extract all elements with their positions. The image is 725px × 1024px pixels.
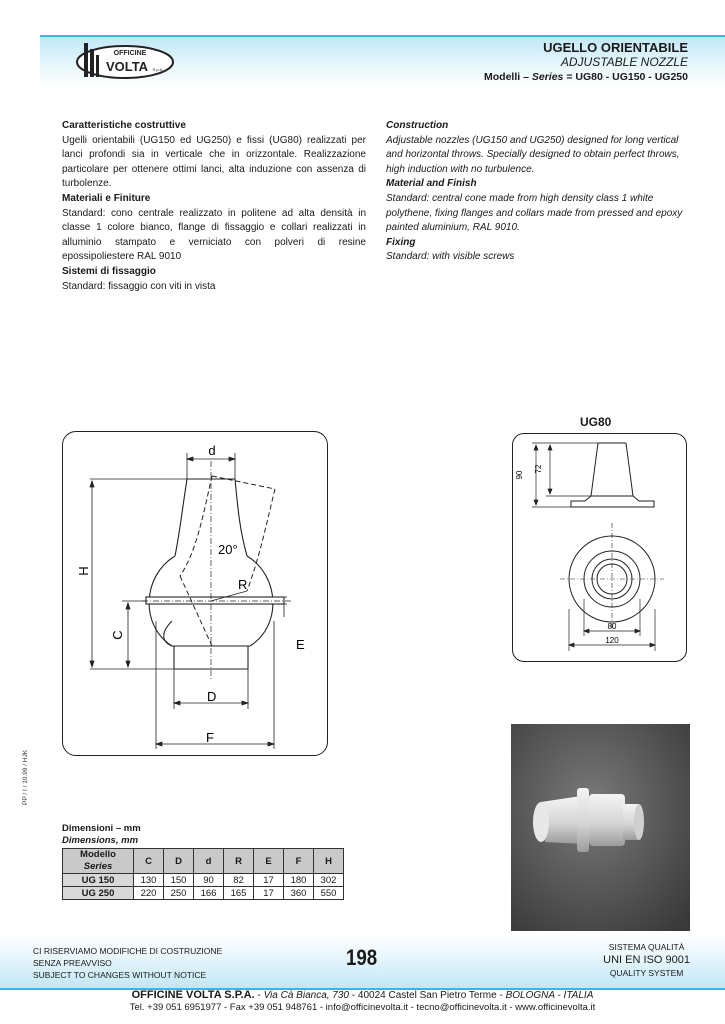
cell-e: 17 (254, 887, 284, 900)
street: Via Cà Bianca, 730 (263, 990, 349, 1001)
dim-label-f: F (206, 730, 214, 745)
province: BOLOGNA - ITALIA (505, 990, 594, 1001)
cell-c: 130 (134, 874, 164, 887)
header-d: D (164, 849, 194, 874)
ug80-drawing (512, 433, 687, 662)
dimensions-table (62, 848, 344, 900)
dim-label-big-d: D (207, 689, 217, 704)
header-e: E (254, 849, 284, 874)
quality-system (603, 941, 690, 979)
row-model: UG 150 (63, 874, 134, 887)
heading-construction-it: Caratteristiche costruttive (62, 120, 186, 131)
dim-label-e: E (296, 637, 305, 652)
header-small-d: d (194, 849, 224, 874)
page-number: 198 (346, 945, 378, 970)
disclaimer-line-2: SENZA PREAVVISO (33, 958, 112, 968)
cell-c: 220 (134, 887, 164, 900)
ug80-title: UG80 (580, 415, 612, 429)
header-h: H (314, 849, 344, 874)
document-code: PP / I / 10.99 / HJK (22, 749, 29, 805)
cell-h: 550 (314, 887, 344, 900)
series-line (484, 71, 688, 83)
company-name: OFFICINE VOLTA S.P.A. (131, 989, 255, 1001)
heading-fixing-it: Sistemi di fissaggio (62, 265, 156, 277)
table-caption (62, 823, 141, 846)
heading-construction-en: Construction (386, 120, 449, 131)
table-caption-en: Dimensions, mm (62, 834, 139, 846)
cell-small-d: 166 (194, 887, 224, 900)
address-separator: - (254, 990, 264, 1001)
paragraph-construction-en: Adjustable nozzles (UG150 and UG250) designed for long vertical and horizontal throws. Specially designed to obtain perfect throws, high induction with no turbulence. (386, 134, 680, 175)
header-rule (40, 35, 725, 37)
logo-spa-text: S.p.A. (152, 67, 164, 72)
cell-h: 302 (314, 874, 344, 887)
quality-line-3: QUALITY SYSTEM (609, 968, 684, 978)
cell-small-d: 90 (194, 874, 224, 887)
heading-fixing-en: Fixing (386, 236, 416, 248)
footer-disclaimer (33, 945, 222, 981)
dim-label-angle: 20° (218, 542, 238, 557)
row-model: UG 250 (63, 887, 134, 900)
logo-volta-text: VOLTA (105, 59, 149, 74)
quality-line-1: SISTEMA QUALITÀ (608, 942, 685, 952)
header-r: R (224, 849, 254, 874)
dim-label-r: R (238, 577, 248, 592)
product-photo (511, 724, 690, 931)
series-value: = UG80 - UG150 - UG250 (566, 71, 688, 83)
ug80-dim-72: 72 (534, 464, 543, 474)
page-title: UGELLO ORIENTABILE (543, 40, 688, 55)
english-description (386, 119, 692, 265)
series-word: Series (531, 71, 564, 83)
cell-f: 180 (284, 874, 314, 887)
header-c: C (134, 849, 164, 874)
page-subtitle: ADJUSTABLE NOZZLE (560, 55, 688, 69)
company-logo (70, 40, 175, 82)
table-caption-it: Dimensioni – mm (62, 823, 141, 834)
paragraph-materials-it: Standard: cono centrale realizzato in politene ad alta densità in classe 1 colore bianco, flange di fissaggio e collari realizzati in alluminio stampato e verniciato con polveri di resine epossipoliestere RAL 9010 (62, 207, 366, 263)
table-row (63, 874, 344, 887)
italian-description (62, 119, 366, 294)
dim-label-h: H (76, 566, 91, 576)
table-row (63, 887, 344, 900)
header-model-en: Series (83, 861, 113, 872)
disclaimer-line-3: SUBJECT TO CHANGES WITHOUT NOTICE (33, 970, 207, 980)
quality-standard: UNI EN ISO 9001 (603, 954, 690, 966)
paragraph-fixing-en: Standard: with visible screws (386, 251, 515, 263)
cell-f: 360 (284, 887, 314, 900)
cell-d: 250 (164, 887, 194, 900)
header-model-it: Modello (80, 849, 116, 860)
heading-materials-it: Materiali e Finiture (62, 192, 151, 204)
heading-materials-en: Material and Finish (386, 178, 477, 190)
logo-officine-text: OFFICINE (113, 50, 147, 57)
ug80-dim-120: 120 (605, 636, 619, 645)
cell-d: 150 (164, 874, 194, 887)
cell-r: 82 (224, 874, 254, 887)
cell-e: 17 (254, 874, 284, 887)
series-prefix: Modelli – (484, 71, 529, 83)
header-f: F (284, 849, 314, 874)
dim-label-c: C (110, 630, 125, 640)
cell-r: 165 (224, 887, 254, 900)
dim-label-d: d (208, 443, 216, 458)
disclaimer-line-1: CI RISERVIAMO MODIFICHE DI COSTRUZIONE (33, 946, 223, 956)
ug80-dim-80: 80 (607, 622, 617, 631)
nozzle-technical-drawing (62, 431, 328, 756)
company-contacts: Tel. +39 051 6951977 - Fax +39 051 948761 - info@officinevolta.it - tecno@officinevolta.it - www.officinevolta.it (129, 1002, 596, 1013)
paragraph-fixing-it: Standard: fissaggio con viti in vista (62, 280, 216, 292)
table-header-row (63, 849, 344, 874)
paragraph-materials-en: Standard: central cone made from high density class 1 white polythene, fixing flanges and collars made from pressed and epoxy painted aluminium, RAL 9010. (386, 192, 683, 234)
city: - 40024 Castel San Pietro Terme - (349, 990, 506, 1001)
ug80-dim-90: 90 (515, 470, 524, 480)
header-model (63, 849, 134, 874)
company-address (0, 989, 725, 1001)
paragraph-construction-it: Ugelli orientabili (UG150 ed UG250) e fissi (UG80) realizzati per lanci profondi sia in verticale che in orizzontale. Realizzazione particolare per ottenere ottimi lanci, alta induzione con assenza di turbolenze. (62, 134, 366, 190)
